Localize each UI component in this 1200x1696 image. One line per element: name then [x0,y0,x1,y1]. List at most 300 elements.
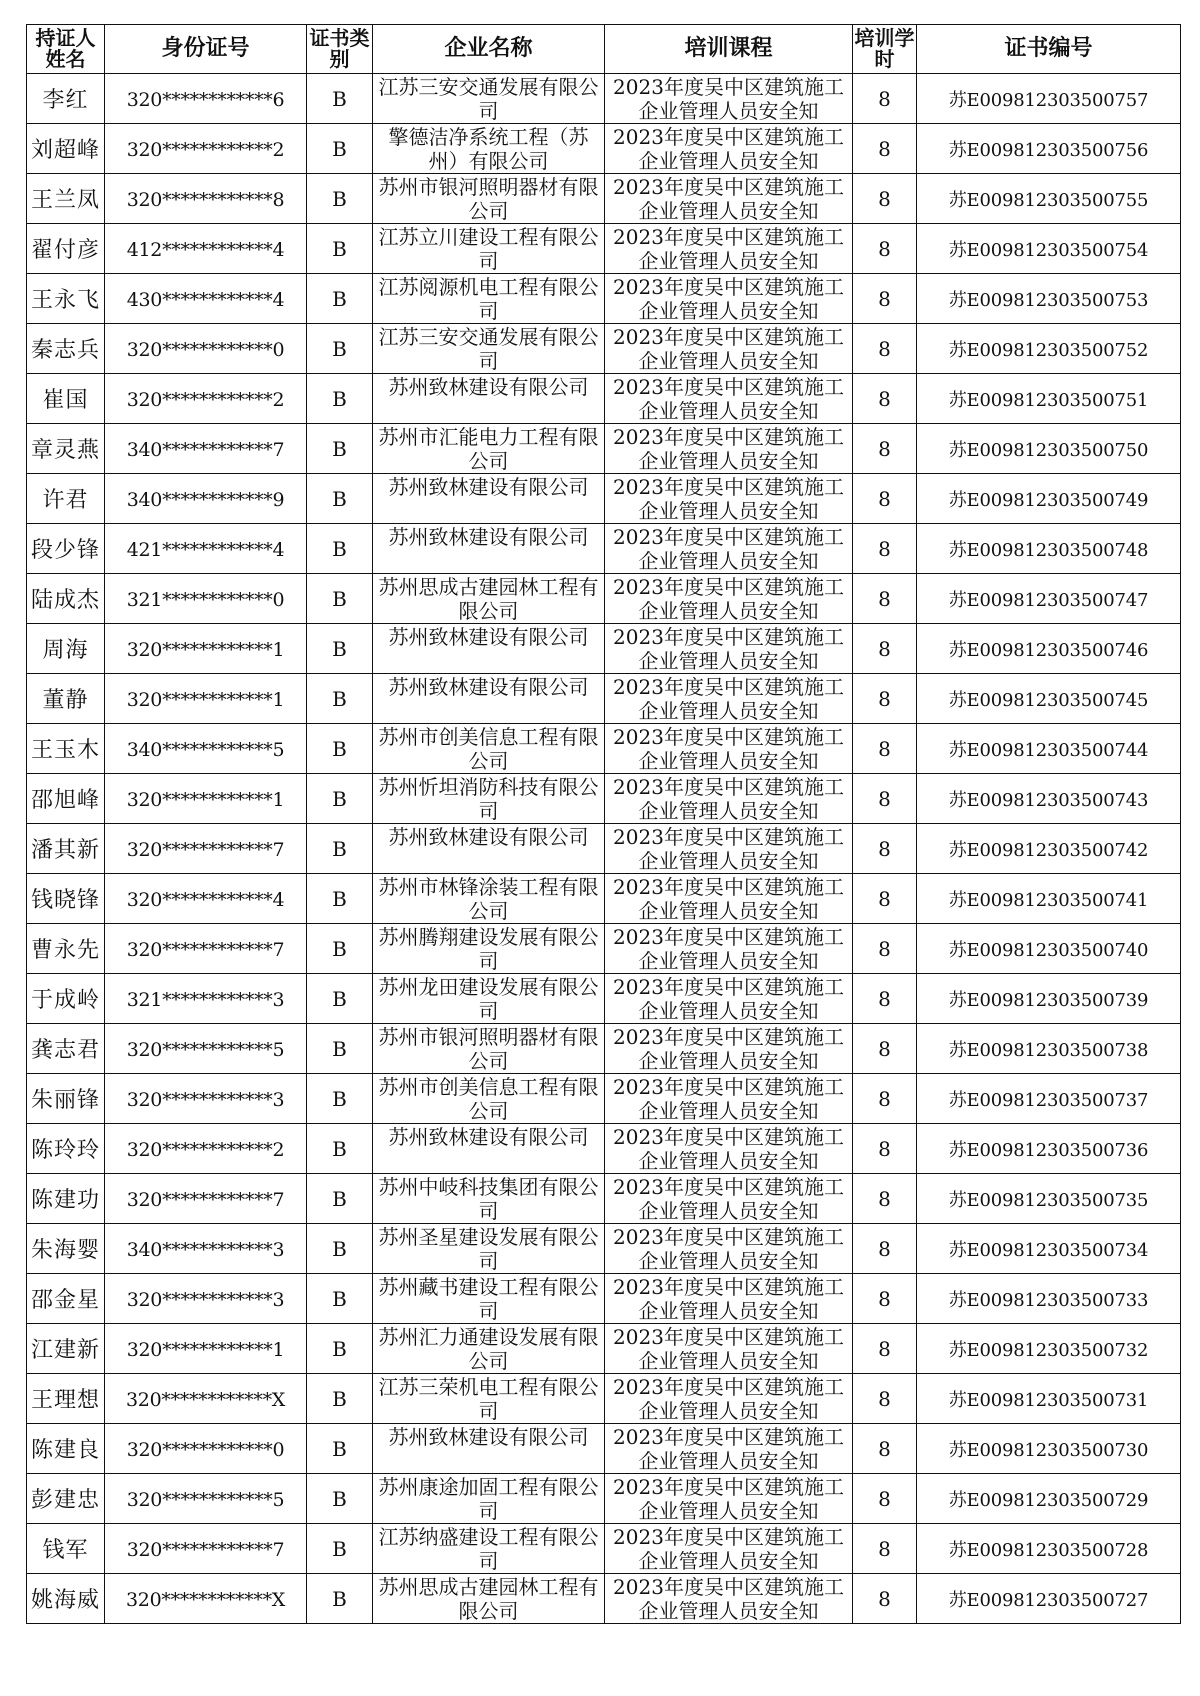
hours-cell [853,1024,917,1074]
cert-type-cell-text: B [332,1586,347,1611]
company-cell [373,524,605,574]
cert-type-cell [307,174,373,224]
hours-cell [853,424,917,474]
id-number-cell-text: 340************3 [126,1238,285,1261]
cert-type-cell-text: B [332,686,347,711]
holder-name-cell [27,674,105,724]
cert-type-cell [307,574,373,624]
cert-number-cell [917,974,1181,1024]
cert-type-cell-text: B [332,536,347,561]
holder-name-cell [27,74,105,124]
cert-type-cell [307,874,373,924]
holder-name-cell-text: 王永飞 [30,288,100,313]
holder-name-cell [27,724,105,774]
holder-name-cell [27,924,105,974]
hours-cell [853,274,917,324]
id-number-cell-text: 320************0 [126,338,285,361]
company-cell-text: 擎德洁净系统工程（苏州）有限公司 [388,125,589,173]
id-number-cell [105,1324,307,1374]
holder-name-cell-text: 许君 [42,488,89,513]
id-number-cell [105,474,307,524]
course-cell [605,124,853,174]
table-row [27,474,1181,524]
cert-type-cell-text: B [332,1386,347,1411]
cert-type-cell [307,824,373,874]
hours-cell-text: 8 [878,336,891,361]
course-cell [605,224,853,274]
company-cell [373,424,605,474]
holder-name-cell [27,374,105,424]
cert-number-cell [917,1274,1181,1324]
company-cell [373,1174,605,1224]
course-cell-text: 2023年度吴中区建筑施工企业管理人员安全知 [613,475,844,523]
company-cell-text: 苏州圣星建设发展有限公司 [378,1225,599,1273]
holder-name-cell-text: 邵金星 [30,1288,100,1313]
course-cell [605,724,853,774]
company-cell [373,1424,605,1474]
company-cell-text: 江苏立川建设工程有限公司 [378,225,599,273]
id-number-cell [105,1574,307,1624]
course-cell-text: 2023年度吴中区建筑施工企业管理人员安全知 [613,1075,844,1123]
hours-cell-text: 8 [878,236,891,261]
holder-name-cell [27,274,105,324]
cert-type-cell-text: B [332,86,347,111]
company-cell-text: 苏州致林建设有限公司 [388,525,589,549]
id-number-cell-text: 320************3 [126,1288,285,1311]
id-number-cell [105,1174,307,1224]
holder-name-cell [27,1474,105,1524]
cert-number-cell-text: 苏E009812303500752 [948,339,1149,361]
table-row [27,1474,1181,1524]
cert-type-cell [307,424,373,474]
cert-type-cell-text: B [332,1186,347,1211]
company-cell [373,624,605,674]
cert-type-cell [307,474,373,524]
hours-cell-text: 8 [878,1236,891,1261]
cert-number-cell-text: 苏E009812303500732 [948,1339,1149,1361]
hours-cell [853,324,917,374]
id-number-cell [105,874,307,924]
company-cell-text: 苏州思成古建园林工程有限公司 [378,1575,599,1623]
table-row [27,1424,1181,1474]
holder-name-cell-text: 于成岭 [30,988,100,1013]
cert-type-cell [307,1424,373,1474]
hours-cell-text: 8 [878,186,891,211]
hours-cell [853,574,917,624]
course-cell-text: 2023年度吴中区建筑施工企业管理人员安全知 [613,675,844,723]
course-cell-text: 2023年度吴中区建筑施工企业管理人员安全知 [613,125,844,173]
cert-number-cell-text: 苏E009812303500751 [948,389,1149,411]
cert-type-cell-text: B [332,186,347,211]
holder-name-cell [27,874,105,924]
company-cell [373,1524,605,1574]
header-cert-type: 证书类别 [307,25,373,74]
hours-cell-text: 8 [878,1136,891,1161]
cert-type-cell-text: B [332,436,347,461]
id-number-cell [105,174,307,224]
id-number-cell [105,1524,307,1574]
company-cell-text: 江苏纳盛建设工程有限公司 [378,1525,599,1573]
cert-number-cell [917,1024,1181,1074]
company-cell [373,1024,605,1074]
hours-cell-text: 8 [878,986,891,1011]
hours-cell [853,924,917,974]
cert-number-cell [917,824,1181,874]
id-number-cell [105,324,307,374]
cert-type-cell-text: B [332,1236,347,1261]
company-cell [373,874,605,924]
company-cell-text: 苏州市银河照明器材有限公司 [378,175,599,223]
hours-cell-text: 8 [878,786,891,811]
id-number-cell-text: 320************3 [126,1088,285,1111]
holder-name-cell-text: 朱丽锋 [30,1088,100,1113]
cert-number-cell-text: 苏E009812303500740 [948,939,1149,961]
table-row [27,1524,1181,1574]
hours-cell-text: 8 [878,1536,891,1561]
holder-name-cell [27,574,105,624]
table-row [27,1124,1181,1174]
company-cell-text: 江苏三安交通发展有限公司 [378,75,599,123]
holder-name-cell [27,774,105,824]
hours-cell-text: 8 [878,1586,891,1611]
company-cell-text: 苏州藏书建设工程有限公司 [378,1275,599,1323]
course-cell-text: 2023年度吴中区建筑施工企业管理人员安全知 [613,1025,844,1073]
id-number-cell-text: 320************4 [126,888,285,911]
course-cell [605,1074,853,1124]
id-number-cell-text: 320************7 [126,1188,285,1211]
id-number-cell [105,1424,307,1474]
holder-name-cell [27,174,105,224]
id-number-cell-text: 412************4 [126,238,285,261]
cert-number-cell [917,1324,1181,1374]
cert-number-cell-text: 苏E009812303500742 [948,839,1149,861]
cert-number-cell-text: 苏E009812303500756 [948,139,1149,161]
course-cell [605,1124,853,1174]
cert-type-cell-text: B [332,486,347,511]
holder-name-cell [27,474,105,524]
table-row [27,574,1181,624]
cert-number-cell [917,124,1181,174]
cert-type-cell-text: B [332,586,347,611]
company-cell [373,824,605,874]
cert-number-cell-text: 苏E009812303500754 [948,239,1149,261]
course-cell-text: 2023年度吴中区建筑施工企业管理人员安全知 [613,1225,844,1273]
course-cell [605,574,853,624]
company-cell [373,1324,605,1374]
course-cell-text: 2023年度吴中区建筑施工企业管理人员安全知 [613,425,844,473]
hours-cell-text: 8 [878,436,891,461]
course-cell-text: 2023年度吴中区建筑施工企业管理人员安全知 [613,625,844,673]
id-number-cell-text: 321************0 [126,588,285,611]
table-row [27,824,1181,874]
hours-cell [853,1374,917,1424]
id-number-cell-text: 320************8 [126,188,285,211]
cert-type-cell-text: B [332,336,347,361]
id-number-cell-text: 421************4 [126,538,285,561]
header-hours: 培训学时 [853,25,917,74]
holder-name-cell-text: 章灵燕 [30,438,100,463]
hours-cell [853,874,917,924]
table-row [27,1024,1181,1074]
company-cell-text: 苏州龙田建设发展有限公司 [378,975,599,1023]
holder-name-cell-text: 董静 [42,688,89,713]
header-row [27,25,1181,74]
course-cell-text: 2023年度吴中区建筑施工企业管理人员安全知 [613,1575,844,1623]
id-number-cell-text: 320************7 [126,938,285,961]
hours-cell-text: 8 [878,1086,891,1111]
cert-number-cell [917,924,1181,974]
cert-number-cell [917,274,1181,324]
company-cell [373,1374,605,1424]
cert-type-cell [307,1324,373,1374]
cert-number-cell [917,324,1181,374]
cert-type-cell [307,974,373,1024]
table-row [27,724,1181,774]
id-number-cell [105,924,307,974]
holder-name-cell-text: 朱海婴 [30,1238,100,1263]
hours-cell-text: 8 [878,936,891,961]
course-cell-text: 2023年度吴中区建筑施工企业管理人员安全知 [613,1275,844,1323]
table-row [27,1174,1181,1224]
holder-name-cell [27,1174,105,1224]
course-cell [605,1474,853,1524]
id-number-cell [105,974,307,1024]
table-row [27,674,1181,724]
holder-name-cell [27,424,105,474]
holder-name-cell-text: 崔国 [42,388,89,413]
course-cell [605,74,853,124]
course-cell-text: 2023年度吴中区建筑施工企业管理人员安全知 [613,975,844,1023]
course-cell-text: 2023年度吴中区建筑施工企业管理人员安全知 [613,1525,844,1573]
cert-number-cell-text: 苏E009812303500738 [948,1039,1149,1061]
company-cell-text: 苏州市汇能电力工程有限公司 [378,425,599,473]
cert-number-cell [917,474,1181,524]
course-cell [605,424,853,474]
cert-number-cell-text: 苏E009812303500757 [948,89,1149,111]
hours-cell [853,224,917,274]
hours-cell-text: 8 [878,586,891,611]
company-cell [373,74,605,124]
cert-type-cell [307,624,373,674]
cert-type-cell-text: B [332,1136,347,1161]
holder-name-cell-text: 邵旭峰 [30,788,100,813]
hours-cell-text: 8 [878,536,891,561]
cert-type-cell [307,674,373,724]
cert-type-cell [307,1524,373,1574]
table-row [27,524,1181,574]
company-cell [373,124,605,174]
cert-number-cell [917,424,1181,474]
cert-number-cell [917,1424,1181,1474]
hours-cell [853,74,917,124]
holder-name-cell-text: 钱军 [42,1538,89,1563]
holder-name-cell-text: 钱晓锋 [30,888,100,913]
cert-number-cell [917,674,1181,724]
cert-number-cell [917,1574,1181,1624]
company-cell [373,1574,605,1624]
course-cell-text: 2023年度吴中区建筑施工企业管理人员安全知 [613,1425,844,1473]
hours-cell-text: 8 [878,1486,891,1511]
company-cell [373,1074,605,1124]
company-cell-text: 苏州康途加固工程有限公司 [378,1475,599,1523]
holder-name-cell-text: 王兰凤 [30,188,100,213]
hours-cell-text: 8 [878,1336,891,1361]
cert-type-cell-text: B [332,736,347,761]
course-cell [605,274,853,324]
id-number-cell-text: 320************1 [126,788,285,811]
course-cell-text: 2023年度吴中区建筑施工企业管理人员安全知 [613,1325,844,1373]
holder-name-cell-text: 王玉木 [30,738,100,763]
holder-name-cell-text: 刘超峰 [30,138,100,163]
company-cell-text: 苏州中岐科技集团有限公司 [378,1175,599,1223]
course-cell [605,774,853,824]
table-row [27,1374,1181,1424]
id-number-cell-text: 340************9 [126,488,285,511]
course-cell-text: 2023年度吴中区建筑施工企业管理人员安全知 [613,525,844,573]
cert-number-cell-text: 苏E009812303500731 [948,1389,1149,1411]
cert-number-cell [917,1074,1181,1124]
course-cell-text: 2023年度吴中区建筑施工企业管理人员安全知 [613,725,844,773]
table-row [27,1074,1181,1124]
cert-number-cell [917,224,1181,274]
cert-number-cell-text: 苏E009812303500734 [948,1239,1149,1261]
course-cell [605,1374,853,1424]
cert-number-cell [917,724,1181,774]
course-cell-text: 2023年度吴中区建筑施工企业管理人员安全知 [613,575,844,623]
cert-type-cell-text: B [332,236,347,261]
course-cell [605,1224,853,1274]
holder-name-cell [27,1374,105,1424]
id-number-cell [105,274,307,324]
holder-name-cell [27,1574,105,1624]
id-number-cell-text: 320************5 [126,1038,285,1061]
certificate-table [26,24,1181,1624]
id-number-cell [105,774,307,824]
id-number-cell [105,1224,307,1274]
id-number-cell-text: 320************1 [126,1338,285,1361]
hours-cell-text: 8 [878,736,891,761]
id-number-cell-text: 320************1 [126,688,285,711]
holder-name-cell [27,1224,105,1274]
hours-cell [853,1424,917,1474]
cert-type-cell [307,924,373,974]
header-company: 企业名称 [373,25,605,74]
id-number-cell [105,1074,307,1124]
holder-name-cell [27,324,105,374]
table-body [27,74,1181,1624]
course-cell [605,1174,853,1224]
cert-number-cell-text: 苏E009812303500739 [948,989,1149,1011]
cert-number-cell-text: 苏E009812303500750 [948,439,1149,461]
hours-cell-text: 8 [878,1286,891,1311]
holder-name-cell [27,824,105,874]
holder-name-cell-text: 江建新 [30,1338,100,1363]
cert-number-cell-text: 苏E009812303500746 [948,639,1149,661]
id-number-cell-text: 320************6 [126,88,285,111]
hours-cell-text: 8 [878,1436,891,1461]
id-number-cell [105,1024,307,1074]
holder-name-cell-text: 李红 [42,88,89,113]
id-number-cell [105,624,307,674]
holder-name-cell-text: 陆成杰 [30,588,100,613]
course-cell [605,324,853,374]
course-cell [605,374,853,424]
holder-name-cell-text: 陈建功 [30,1188,100,1213]
company-cell [373,674,605,724]
cert-type-cell-text: B [332,1336,347,1361]
cert-type-cell-text: B [332,386,347,411]
table-row [27,1324,1181,1374]
cert-type-cell-text: B [332,1536,347,1561]
holder-name-cell-text: 陈玲玲 [30,1138,100,1163]
cert-type-cell-text: B [332,286,347,311]
cert-number-cell [917,1124,1181,1174]
table-row [27,124,1181,174]
cert-type-cell [307,1024,373,1074]
cert-type-cell [307,374,373,424]
company-cell [373,174,605,224]
course-cell [605,1324,853,1374]
table-row [27,324,1181,374]
hours-cell [853,1074,917,1124]
course-cell [605,874,853,924]
company-cell [373,774,605,824]
cert-type-cell-text: B [332,1486,347,1511]
cert-number-cell [917,1224,1181,1274]
holder-name-cell [27,974,105,1024]
company-cell-text: 苏州致林建设有限公司 [388,825,589,849]
hours-cell-text: 8 [878,486,891,511]
id-number-cell-text: 320************1 [126,638,285,661]
id-number-cell-text: 340************7 [126,438,285,461]
course-cell-text: 2023年度吴中区建筑施工企业管理人员安全知 [613,275,844,323]
course-cell [605,174,853,224]
course-cell [605,1524,853,1574]
hours-cell-text: 8 [878,686,891,711]
cert-number-cell [917,74,1181,124]
hours-cell-text: 8 [878,386,891,411]
cert-number-cell [917,1474,1181,1524]
holder-name-cell [27,624,105,674]
table-row [27,1224,1181,1274]
cert-number-cell-text: 苏E009812303500748 [948,539,1149,561]
id-number-cell-text: 320************2 [126,388,285,411]
hours-cell [853,1574,917,1624]
id-number-cell-text: 320************7 [126,838,285,861]
cert-number-cell [917,774,1181,824]
course-cell-text: 2023年度吴中区建筑施工企业管理人员安全知 [613,75,844,123]
cert-number-cell-text: 苏E009812303500729 [948,1489,1149,1511]
course-cell-text: 2023年度吴中区建筑施工企业管理人员安全知 [613,225,844,273]
course-cell-text: 2023年度吴中区建筑施工企业管理人员安全知 [613,875,844,923]
company-cell [373,224,605,274]
id-number-cell [105,524,307,574]
id-number-cell [105,824,307,874]
header-course: 培训课程 [605,25,853,74]
course-cell [605,474,853,524]
id-number-cell [105,424,307,474]
cert-type-cell [307,774,373,824]
cert-type-cell-text: B [332,786,347,811]
cert-type-cell-text: B [332,136,347,161]
table-row [27,174,1181,224]
holder-name-cell [27,524,105,574]
hours-cell [853,624,917,674]
holder-name-cell-text: 彭建忠 [30,1488,100,1513]
cert-number-cell [917,874,1181,924]
id-number-cell-text: 321************3 [126,988,285,1011]
hours-cell-text: 8 [878,286,891,311]
